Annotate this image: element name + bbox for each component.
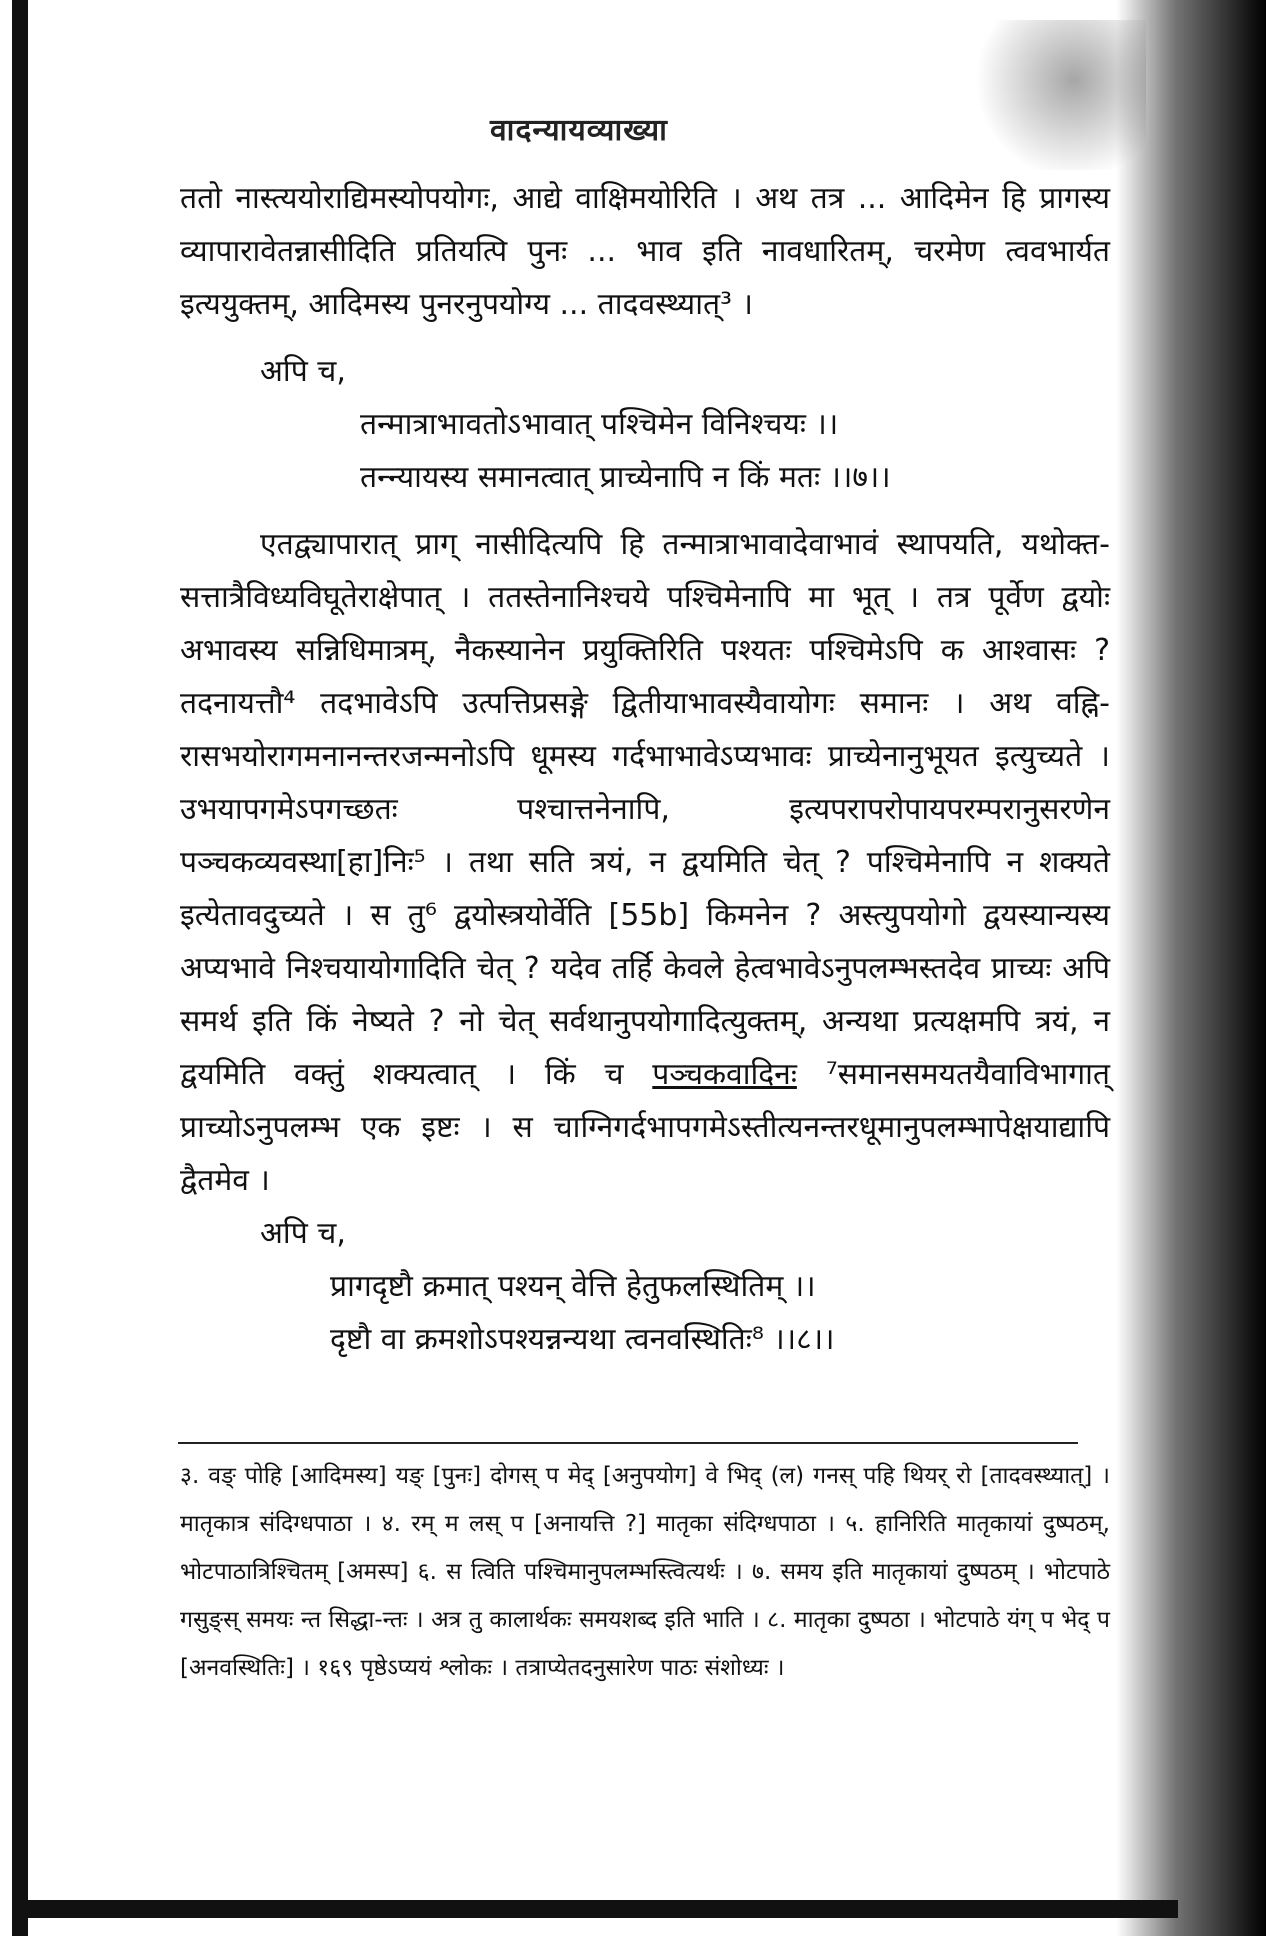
verse-line: तन्मात्राभावतोऽभावात् पश्चिमेन विनिश्चयः ।।	[360, 407, 839, 442]
paragraph-text: ⁷समानसमयतयैवाविभागात् प्राच्योऽनुपलम्भ एक इष्टः । स चाग्निगर्दभापगमेऽस्तीत्यनन्तरधूमानुपलम्भापेक्षयाद्यापि द्वैतमेव ।	[180, 1057, 1110, 1198]
scan-shadow-left	[12, 0, 28, 1936]
verse-line: दृष्टौ वा क्रमशोऽपश्यन्नन्यथा त्वनवस्थितिः⁸ ।।८।।	[330, 1322, 835, 1357]
main-text	[180, 172, 1110, 1366]
scan-shadow-bottom	[28, 1900, 1178, 1918]
underlined-term: पञ्चकवादिनः	[652, 1057, 797, 1092]
verse-line: तन्न्यायस्य समानत्वात् प्राच्येनापि न किं मतः ।।७।।	[360, 460, 891, 495]
api-ca-label: अपि च,	[260, 1216, 346, 1251]
api-ca-label: अपि च,	[260, 354, 346, 389]
paragraph-text: एतद्व्यापारात् प्राग् नासीदित्यपि हि तन्मात्राभावादेवाभावं स्थापयति, यथोक्त-सत्तात्रैविध्यविघूतेराक्षेपात् । ततस्तेनानिश्चये पश्चिमेनापि मा भूत् । तत्र पूर्वेण द्वयोः अभावस्य सन्निधिमात्रम्, नैकस्यानेन प्रयुक्तिरिति पश्यतः पश्चिमेऽपि क आश्वासः ? तदनायत्तौ⁴ तदभावेऽपि उत्पत्तिप्रसङ्गे द्वितीयाभावस्यैवायोगः समानः । अथ वह्नि-रासभयोरागमनानन्तरजन्मनोऽपि धूमस्य गर्दभाभावेऽप्यभावः प्राच्येनानुभूयत इत्युच्यते । उभयापगमेऽपगच्छतः पश्चात्तनेनापि, इत्यपरापरोपायपरम्परानुसरणेन पञ्चकव्यवस्था[हा]निः⁵ । तथा सति त्रयं, न द्वयमिति चेत् ? पश्चिमेनापि न शक्यते इत्येतावदुच्यते । स तु⁶ द्वयोस्त्रयोर्वेति [55b] किमनेन ? अस्त्युपयोगो द्वयस्यान्यस्य अप्यभावे निश्चयायोगादिति चेत् ? यदेव तर्हि केवले हेत्वभावेऽनुपलम्भस्तदेव प्राच्यः अपि समर्थ इति किं नेष्यते ? नो चेत् सर्वथानुपयोगादित्युक्तम्, अन्यथा प्रत्यक्षमपि त्रयं, न द्वयमिति वक्तुं शक्यत्वात् । किं च	[180, 527, 1110, 1092]
paragraph	[180, 518, 1110, 1207]
scan-shadow-right	[1116, 0, 1266, 1936]
verse-8	[180, 1260, 1110, 1366]
spacer	[180, 331, 1110, 345]
verse-line: प्रागदृष्टौ क्रमात् पश्यन् वेत्ति हेतुफलस्थितिम् ।।	[330, 1269, 816, 1304]
verse-7	[180, 398, 1110, 504]
spacer	[180, 504, 1110, 518]
scan-blot	[966, 20, 1146, 170]
paragraph: ततो नास्त्ययोराद्यिमस्योपयोगः, आद्ये वाक्षिमयोरिति । अथ तत्र ... आदिमेन हि प्रागस्य व्यापारावेतन्नासीदिति प्रतियत्पि पुनः ... भाव इति नावधारितम्, चरमेण त्ववभार्यत इत्ययुक्तम्, आदिमस्य पुनरनुपयोग्य ... तादवस्थ्यात्³ ।	[180, 181, 1110, 322]
footnotes	[180, 1452, 1110, 1692]
running-header: वादन्यायव्याख्या	[490, 113, 668, 148]
footnote-divider	[178, 1442, 1078, 1444]
footnote-block: ३. वङ् पोहि [आदिमस्य] यङ् [पुनः] दोगस् प मेद् [अनुपयोग] वे भिद् (ल) गनस् पहि थियर् रो [तादवस्थ्यात्] । मातृकात्र संदिग्धपाठा । ४. रम् म लस् प [अनायत्ति ?] मातृका संदिग्धपाठा । ५. हानिरिति मातृकायां दुष्पठम्, भोटपाठात्रिश्चितम् [अमस्प] ६. स त्विति पश्चिमानुपलम्भस्त्वित्यर्थः । ७. समय इति मातृकायां दुष्पठम् । भोटपाठे गसुङ्स् समयः न्त सिद्धा-न्तः । अत्र तु कालार्थकः समयशब्द इति भाति । ८. मातृका दुष्पठा । भोटपाठे यंग् प भेद् प [अनवस्थितिः] । १६९ पृष्ठेऽप्ययं श्लोकः । तत्राप्येतदनुसारेण पाठः संशोध्यः ।	[180, 1463, 1110, 1681]
